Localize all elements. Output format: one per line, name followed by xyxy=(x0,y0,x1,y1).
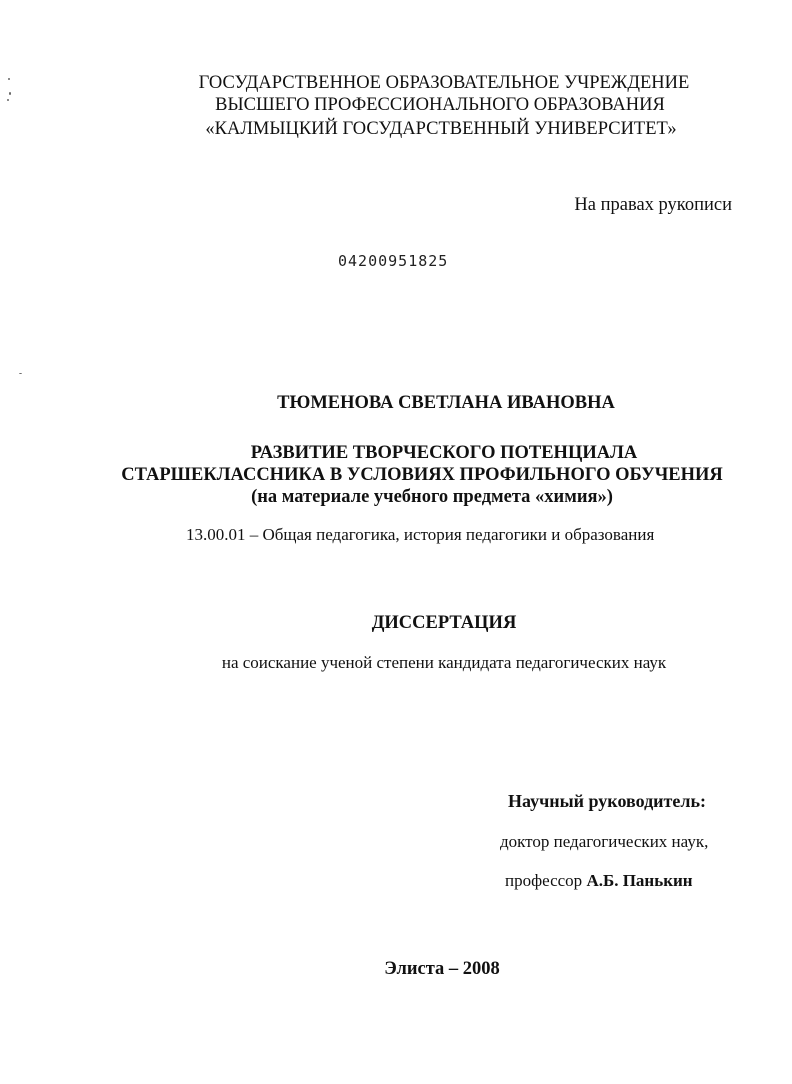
scan-speck xyxy=(9,92,11,95)
supervisor-label: Научный руководитель: xyxy=(508,791,706,811)
scan-speck xyxy=(19,373,22,374)
supervisor-title: профессор xyxy=(505,871,583,890)
supervisor-name-line xyxy=(505,870,693,892)
scan-speck xyxy=(7,99,9,101)
specialty-code: 13.00.01 – Общая педагогика, история педагогики и образования xyxy=(186,525,655,544)
title-line-2: СТАРШЕКЛАССНИКА В УСЛОВИЯХ ПРОФИЛЬНОГО ОБУЧЕНИЯ xyxy=(121,465,723,485)
title-line-1: РАЗВИТИЕ ТВОРЧЕСКОГО ПОТЕНЦИАЛА xyxy=(250,443,638,463)
institution-line-2: ВЫСШЕГО ПРОФЕССИОНАЛЬНОГО ОБРАЗОВАНИЯ xyxy=(215,95,665,115)
document-type: ДИССЕРТАЦИЯ xyxy=(371,613,517,633)
scan-speck xyxy=(8,78,10,80)
city-year: Элиста – 2008 xyxy=(384,959,500,979)
supervisor-name: А.Б. Панькин xyxy=(586,871,693,890)
institution-line-3: «КАЛМЫЦКИЙ ГОСУДАРСТВЕННЫЙ УНИВЕРСИТЕТ» xyxy=(205,119,677,139)
supervisor-degree: доктор педагогических наук, xyxy=(500,832,709,851)
manuscript-rights-note: На правах рукописи xyxy=(574,195,732,215)
degree-statement: на соискание ученой степени кандидата педагогических наук xyxy=(221,653,667,672)
institution-line-1: ГОСУДАРСТВЕННОЕ ОБРАЗОВАТЕЛЬНОЕ УЧРЕЖДЕНИЕ xyxy=(198,73,690,93)
document-number: 04200951825 xyxy=(338,252,449,270)
author-name: ТЮМЕНОВА СВЕТЛАНА ИВАНОВНА xyxy=(277,393,615,413)
title-line-3: (на материале учебного предмета «химия») xyxy=(251,487,613,507)
